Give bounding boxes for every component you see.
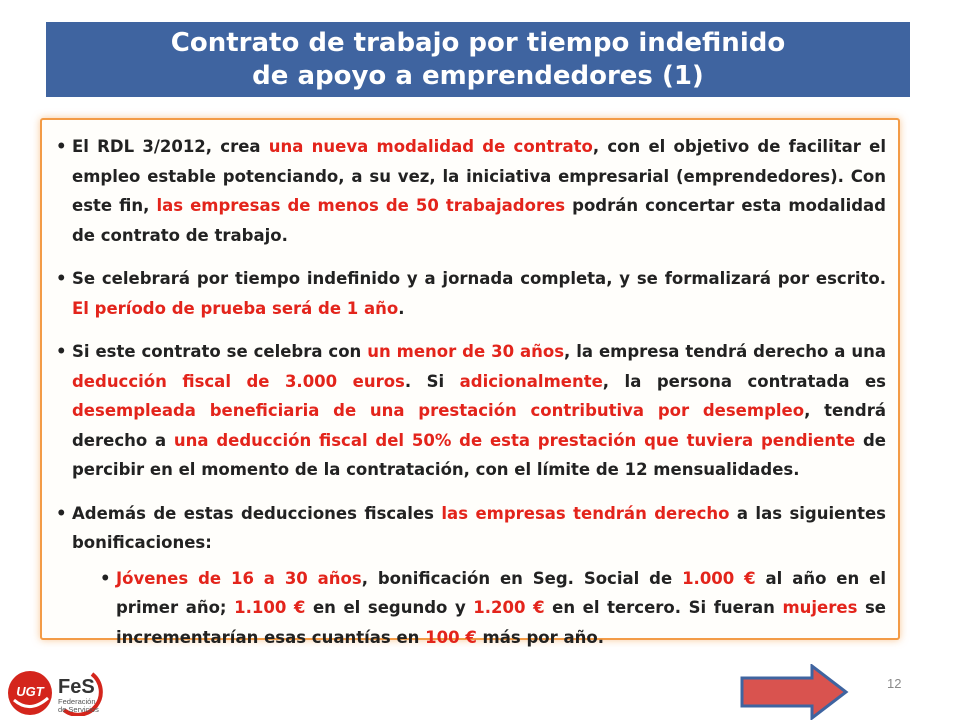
- ugt-logo-text: UGT: [16, 684, 44, 699]
- bullet-rdl-highlight: las empresas de menos de 50 trabajadores: [156, 196, 566, 215]
- bullet-bonificaciones-highlight: las empresas tendrán derecho: [441, 503, 730, 523]
- bullet-deduccion-text: de percibir en el momento de la contratación, con el límite de 12 mensualidades.: [72, 430, 886, 479]
- sub-bullet-jovenes-text: más por año.: [476, 627, 604, 647]
- bullet-bonificaciones-text: Además de estas deducciones fiscales: [72, 503, 442, 523]
- slide-title-bar: [46, 22, 910, 97]
- sub-bullet-jovenes: [116, 564, 886, 653]
- sub-bullet-jovenes-text: en el tercero. Si fueran: [544, 598, 783, 617]
- bullet-rdl-highlight: una nueva modalidad de contrato: [268, 137, 593, 156]
- bullet-rdl-text: , con el objetivo de facilitar el empleo estable potenciando, a su vez, la iniciativa empresarial (emprendedores). Con este fin,: [72, 137, 887, 215]
- bullet-jornada-text: .: [398, 298, 405, 318]
- fes-logo-subtitle: [58, 698, 99, 714]
- sub-bullet-jovenes-text: , bonificación en Seg. Social de: [361, 568, 683, 588]
- bullet-rdl-text: El RDL 3/2012, crea: [72, 137, 269, 156]
- fes-logo-subtitle-line2: de Servicios: [58, 705, 99, 714]
- bullet-jornada-highlight: El período de prueba será de 1 año: [72, 298, 399, 318]
- sub-bullet-jovenes-highlight: 1.200 €: [473, 598, 545, 617]
- bullet-rdl: [72, 132, 886, 250]
- sub-bullet-jovenes-highlight: mujeres: [782, 598, 858, 617]
- bullet-deduccion-text: Si este contrato se celebra con: [72, 342, 368, 361]
- bullet-bonificaciones: [72, 499, 886, 558]
- sub-bullet-jovenes-text: se incrementarían esas cuantías en: [116, 598, 886, 647]
- bullet-deduccion-text: , tendrá derecho a: [72, 401, 887, 450]
- sub-bullet-jovenes-highlight: 100 €: [425, 627, 477, 647]
- bullet-deduccion: [72, 337, 886, 485]
- bullet-deduccion-highlight: desempleada beneficiaria de una prestación contributiva por desempleo: [72, 401, 805, 420]
- content-box: [40, 118, 900, 647]
- bullet-deduccion-text: , la persona contratada es: [602, 371, 886, 391]
- bullet-deduccion-highlight: una deducción fiscal del 50% de esta prestación que tuviera pendiente: [173, 430, 856, 450]
- bullet-deduccion-highlight: adicionalmente: [459, 371, 603, 391]
- slide-title-line1: Contrato de trabajo por tiempo indefinido: [170, 27, 786, 58]
- bullet-bonificaciones-text: a las siguientes bonificaciones:: [72, 503, 886, 552]
- bullet-deduccion-text: , la empresa tendrá derecho a una: [564, 342, 886, 361]
- sub-bullet-jovenes-text: al año en el primer año;: [116, 568, 886, 617]
- ugt-logo-icon: [4, 666, 58, 720]
- page-number: 12: [887, 676, 902, 691]
- fes-logo-text: FeS: [58, 676, 95, 698]
- bullet-jornada: [72, 264, 886, 323]
- ugt-fes-logo: [4, 666, 124, 720]
- next-slide-arrow-icon[interactable]: [738, 664, 850, 720]
- fes-logo-subtitle-line1: Federación: [58, 697, 96, 706]
- bullet-deduccion-highlight: un menor de 30 años: [367, 342, 565, 361]
- bullet-rdl-text: podrán concertar esta modalidad de contrato de trabajo.: [72, 196, 886, 245]
- sub-bullet-jovenes-highlight: 1.000 €: [682, 568, 756, 588]
- sub-bullet-jovenes-text: en el segundo y: [305, 598, 474, 617]
- sub-bullet-jovenes-highlight: Jóvenes de 16 a 30 años: [116, 568, 362, 588]
- sub-bullet-jovenes-highlight: 1.100 €: [234, 598, 306, 617]
- slide-title-line2: de apoyo a emprendedores (1): [252, 60, 704, 91]
- bullet-deduccion-highlight: deducción fiscal de 3.000 euros: [72, 371, 405, 391]
- bullet-jornada-text: Se celebrará por tiempo indefinido y a jornada completa, y se formalizará por escrito.: [72, 269, 886, 288]
- bullet-deduccion-text: . Si: [404, 371, 460, 391]
